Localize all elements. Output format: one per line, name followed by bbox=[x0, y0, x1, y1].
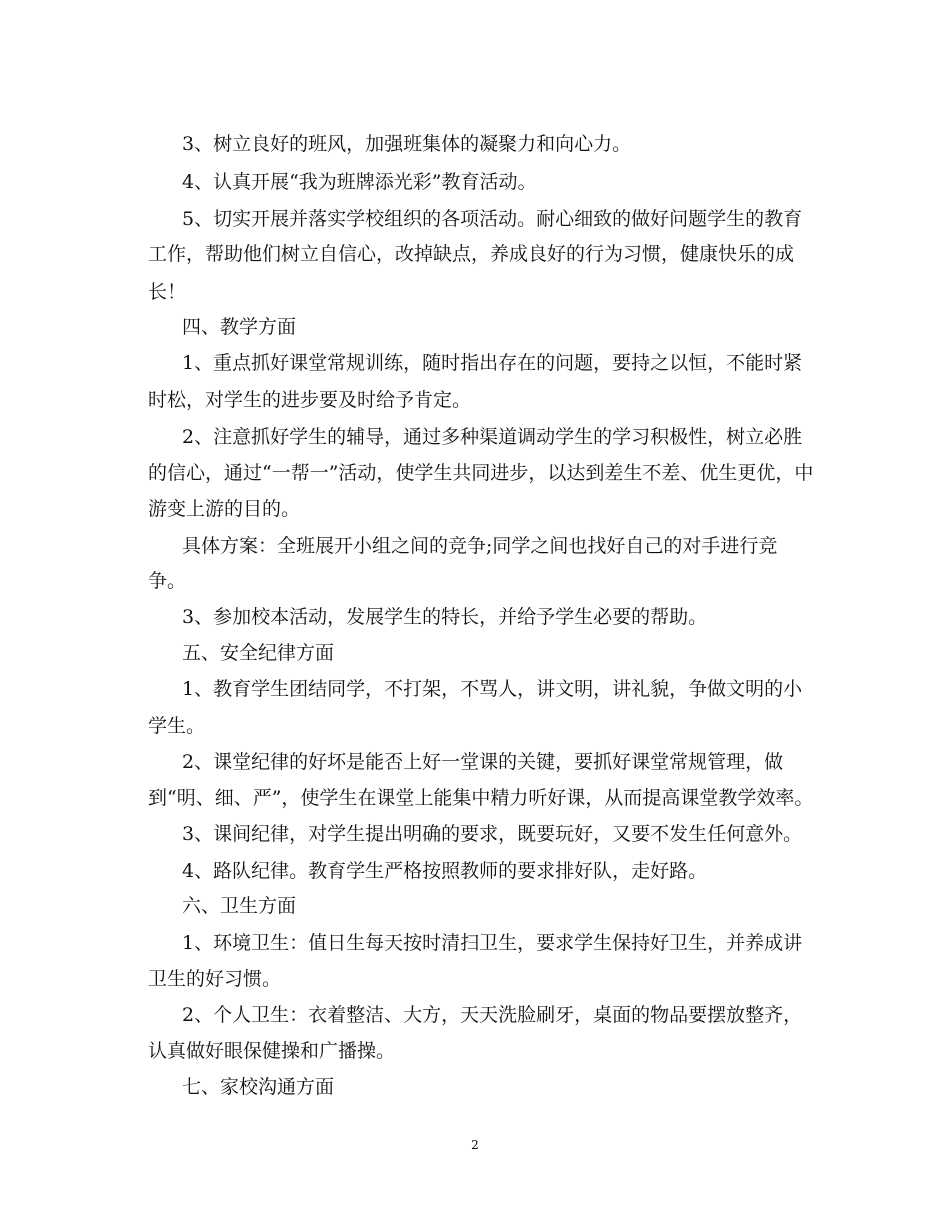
section-heading: 七、家校沟通方面 bbox=[182, 1076, 335, 1098]
text-line: 学生。 bbox=[148, 715, 206, 737]
text-line: 3、树立良好的班风，加强班集体的凝聚力和向心力。 bbox=[182, 133, 632, 155]
text-line: 3、课间纪律，对学生提出明确的要求，既要玩好，又要不发生任何意外。 bbox=[182, 823, 803, 845]
text-line: 1、教育学生团结同学，不打架，不骂人，讲文明，讲礼貌，争做文明的小 bbox=[182, 678, 803, 700]
text-line: 时松，对学生的进步要及时给予肯定。 bbox=[148, 389, 472, 411]
text-line: 具体方案：全班展开小组之间的竞争;同学之间也找好自己的对手进行竞 bbox=[182, 535, 778, 557]
text-line: 4、路队纪律。教育学生严格按照教师的要求排好队，走好路。 bbox=[182, 860, 708, 882]
section-heading: 六、卫生方面 bbox=[182, 895, 297, 917]
text-line: 工作，帮助他们树立自信心，改掉缺点，养成良好的行为习惯，健康快乐的成 bbox=[148, 243, 795, 265]
text-line: 游变上游的目的。 bbox=[148, 498, 301, 520]
text-line: 3、参加校本活动，发展学生的特长，并给予学生必要的帮助。 bbox=[182, 606, 708, 628]
text-line: 1、环境卫生：值日生每天按时清扫卫生，要求学生保持好卫生，并养成讲 bbox=[182, 932, 803, 954]
text-line: 2、注意抓好学生的辅导，通过多种渠道调动学生的学习积极性，树立必胜 bbox=[182, 426, 803, 448]
text-line: 争。 bbox=[148, 570, 187, 592]
section-heading: 四、教学方面 bbox=[182, 316, 297, 338]
section-heading: 五、安全纪律方面 bbox=[182, 642, 335, 664]
page-number: 2 bbox=[471, 1138, 479, 1152]
text-line: 5、切实开展并落实学校组织的各项活动。耐心细致的做好问题学生的教育 bbox=[182, 208, 803, 230]
text-line: 的信心，通过“一帮一”活动，使学生共同进步，以达到差生不差、优生更优，中 bbox=[148, 462, 814, 484]
text-line: 认真做好眼保健操和广播操。 bbox=[148, 1040, 396, 1062]
text-line: 到“明、细、严”，使学生在课堂上能集中精力听好课，从而提高课堂教学效率。 bbox=[148, 787, 814, 809]
text-line: 长！ bbox=[148, 281, 187, 303]
text-line: 2、个人卫生：衣着整洁、大方，天天洗脸刷牙，桌面的物品要摆放整齐， bbox=[182, 1004, 803, 1026]
text-line: 1、重点抓好课堂常规训练，随时指出存在的问题，要持之以恒，不能时紧 bbox=[182, 352, 803, 374]
text-line: 4、认真开展“我为班牌添光彩”教育活动。 bbox=[182, 171, 537, 193]
text-line: 卫生的好习惯。 bbox=[148, 968, 282, 990]
text-line: 2、课堂纪律的好坏是能否上好一堂课的关键，要抓好课堂常规管理，做 bbox=[182, 751, 784, 773]
